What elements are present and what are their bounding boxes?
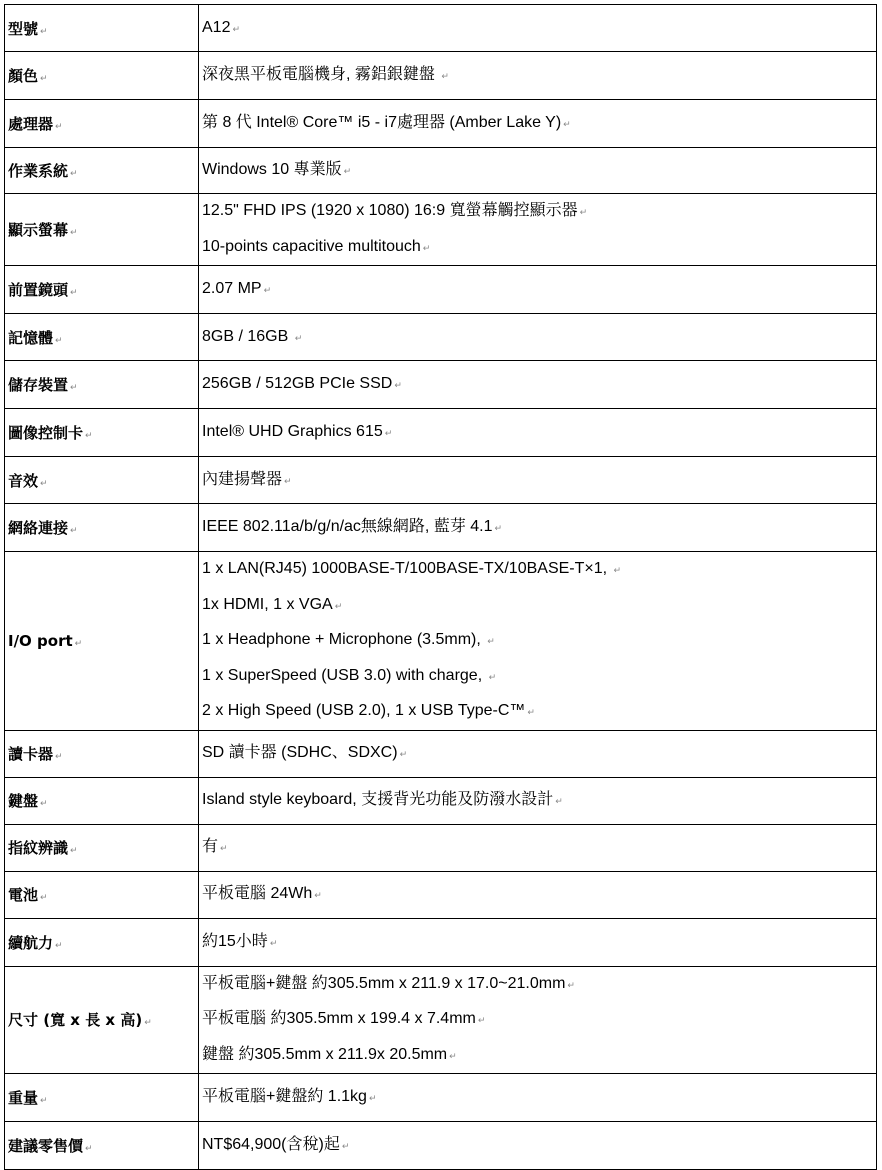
spec-value-cell	[199, 100, 877, 148]
paragraph-mark-icon: ↵	[144, 1018, 152, 1029]
spec-row	[5, 194, 877, 266]
spec-label-cell	[5, 730, 199, 777]
spec-value-line	[202, 694, 876, 730]
spec-value-cell	[199, 266, 877, 314]
spec-value-text: A12	[202, 18, 231, 36]
spec-label-cell	[5, 52, 199, 100]
paragraph-mark-icon: ↵	[494, 523, 503, 533]
spec-value-line	[202, 778, 876, 823]
spec-value-cell	[199, 52, 877, 100]
spec-value-line	[202, 230, 876, 266]
spec-label: 型號	[8, 19, 39, 38]
spec-value-text: 鍵盤 約305.5mm x 211.9x 20.5mm	[202, 1045, 448, 1063]
spec-label-cell	[5, 871, 199, 918]
spec-row	[5, 730, 877, 777]
spec-value-text: 約15小時	[202, 932, 268, 950]
spec-row	[5, 1122, 877, 1170]
spec-value-text: 8GB / 16GB	[202, 327, 293, 345]
spec-value-text: IEEE 802.11a/b/g/n/ac無線網路, 藍芽 4.1	[202, 518, 493, 535]
spec-label-cell	[5, 824, 199, 871]
spec-row	[5, 777, 877, 824]
spec-row	[5, 148, 877, 194]
paragraph-mark-icon: ↵	[368, 1093, 377, 1103]
spec-label: 指紋辨識	[8, 839, 69, 857]
spec-value-line	[202, 1038, 876, 1074]
spec-value-cell	[199, 457, 877, 504]
spec-value-line	[202, 825, 876, 870]
paragraph-mark-icon: ↵	[399, 749, 408, 759]
spec-label: I/O port	[8, 631, 73, 650]
spec-value-cell	[199, 777, 877, 824]
paragraph-mark-icon: ↵	[341, 1141, 350, 1151]
spec-table	[4, 4, 877, 1170]
paragraph-mark-icon: ↵	[55, 940, 63, 951]
spec-value-cell	[199, 148, 877, 194]
paragraph-mark-icon: ↵	[263, 285, 272, 295]
paragraph-mark-icon: ↵	[613, 565, 622, 575]
spec-value-cell	[199, 1074, 877, 1122]
spec-value-line	[202, 1075, 876, 1120]
spec-label: 建議零售價	[8, 1137, 84, 1155]
spec-row	[5, 314, 877, 361]
spec-value-line	[202, 967, 876, 1003]
spec-value-cell	[199, 730, 877, 777]
spec-label-cell	[5, 1122, 199, 1170]
spec-value-text: Island style keyboard, 支援背光功能及防潑水設計	[202, 791, 554, 808]
spec-label-cell	[5, 777, 199, 824]
spec-value-cell	[199, 552, 877, 731]
spec-value-line	[202, 149, 876, 192]
spec-label-cell	[5, 314, 199, 361]
spec-row	[5, 504, 877, 552]
spec-label-cell	[5, 361, 199, 409]
paragraph-mark-icon: ↵	[70, 846, 78, 856]
spec-value-cell	[199, 194, 877, 266]
spec-label: 儲存裝置	[8, 376, 69, 394]
paragraph-mark-icon: ↵	[40, 1096, 48, 1106]
paragraph-mark-icon: ↵	[85, 431, 93, 441]
spec-label-cell	[5, 1074, 199, 1122]
spec-value-line	[202, 315, 876, 360]
spec-value-cell	[199, 504, 877, 552]
spec-value-line	[202, 194, 876, 230]
paragraph-mark-icon: ↵	[70, 526, 78, 536]
spec-label: 電池	[8, 886, 39, 904]
spec-value-text: 平板電腦 24Wh	[202, 885, 313, 902]
paragraph-mark-icon: ↵	[314, 890, 322, 900]
spec-label-cell	[5, 194, 199, 266]
spec-value-cell	[199, 409, 877, 457]
paragraph-mark-icon: ↵	[449, 1050, 457, 1061]
spec-row	[5, 457, 877, 504]
spec-value-line	[202, 920, 876, 965]
spec-row	[5, 5, 877, 52]
spec-label-cell	[5, 504, 199, 552]
spec-value-text: NT$64,900(含稅)起	[202, 1136, 340, 1153]
paragraph-mark-icon: ↵	[40, 799, 48, 809]
paragraph-mark-icon: ↵	[334, 600, 343, 611]
spec-label: 鍵盤	[8, 792, 39, 810]
spec-value-cell	[199, 5, 877, 52]
spec-value-text: 256GB / 512GB PCIe SSD	[202, 375, 393, 392]
spec-value-text: 第 8 代 Intel® Core™ i5 - i7處理器 (Amber Lake Y)	[202, 114, 562, 131]
spec-label: 尺寸 (寬 x 長 x 高)	[8, 1011, 143, 1030]
spec-value-line	[202, 410, 876, 455]
paragraph-mark-icon: ↵	[555, 796, 563, 806]
paragraph-mark-icon: ↵	[55, 122, 63, 132]
spec-row	[5, 966, 877, 1074]
paragraph-mark-icon: ↵	[220, 843, 228, 853]
spec-value-line	[202, 6, 876, 51]
spec-label-cell	[5, 409, 199, 457]
paragraph-mark-icon: ↵	[70, 383, 78, 393]
paragraph-mark-icon: ↵	[40, 26, 48, 37]
spec-row	[5, 871, 877, 918]
spec-value-cell	[199, 871, 877, 918]
spec-label-cell	[5, 918, 199, 966]
spec-value-line	[202, 458, 876, 503]
paragraph-mark-icon: ↵	[527, 707, 535, 717]
paragraph-mark-icon: ↵	[284, 475, 292, 486]
spec-label-cell	[5, 457, 199, 504]
spec-label-cell	[5, 100, 199, 148]
spec-label: 顏色	[8, 67, 39, 85]
spec-value-text: Intel® UHD Graphics 615	[202, 423, 383, 440]
spec-label: 重量	[8, 1089, 39, 1107]
spec-value-cell	[199, 918, 877, 966]
spec-label: 作業系統	[8, 162, 69, 180]
spec-value-line	[202, 101, 876, 146]
paragraph-mark-icon: ↵	[441, 71, 449, 81]
paragraph-mark-icon: ↵	[269, 937, 278, 948]
spec-label-cell	[5, 148, 199, 194]
spec-value-text: 有	[202, 838, 219, 855]
spec-value-text: 2.07 MP	[202, 280, 262, 297]
spec-label-cell	[5, 266, 199, 314]
spec-row	[5, 100, 877, 148]
spec-value-line	[202, 552, 876, 588]
spec-row	[5, 361, 877, 409]
spec-value-text: 深夜黑平板電腦機身, 霧鋁銀鍵盤	[202, 66, 440, 83]
spec-row	[5, 824, 877, 871]
spec-value-cell	[199, 966, 877, 1074]
spec-value-line	[202, 659, 876, 695]
spec-value-text: 12.5" FHD IPS (1920 x 1080) 16:9 寬螢幕觸控顯示器	[202, 202, 578, 219]
spec-value-line	[202, 267, 876, 312]
paragraph-mark-icon: ↵	[343, 166, 352, 176]
spec-label-cell	[5, 552, 199, 731]
spec-value-line	[202, 623, 876, 659]
spec-label-cell	[5, 5, 199, 52]
paragraph-mark-icon: ↵	[488, 671, 497, 682]
paragraph-mark-icon: ↵	[40, 893, 48, 903]
paragraph-mark-icon: ↵	[567, 979, 575, 990]
spec-label: 顯示螢幕	[8, 221, 69, 239]
spec-value-text: 2 x High Speed (USB 2.0), 1 x USB Type-C™	[202, 702, 526, 719]
spec-value-text: 1 x Headphone + Microphone (3.5mm),	[202, 631, 486, 648]
paragraph-mark-icon: ↵	[40, 478, 48, 489]
spec-value-text: SD 讀卡器 (SDHC、SDXC)	[202, 744, 398, 761]
paragraph-mark-icon: ↵	[70, 288, 78, 298]
spec-row	[5, 409, 877, 457]
spec-row	[5, 1074, 877, 1122]
spec-label: 音效	[8, 471, 39, 490]
spec-value-line	[202, 731, 876, 776]
paragraph-mark-icon: ↵	[85, 1144, 93, 1154]
spec-label: 圖像控制卡	[8, 424, 84, 442]
spec-label-cell	[5, 966, 199, 1074]
spec-label: 續航力	[8, 933, 54, 952]
paragraph-mark-icon: ↵	[40, 74, 48, 84]
spec-value-cell	[199, 361, 877, 409]
spec-value-cell	[199, 314, 877, 361]
paragraph-mark-icon: ↵	[579, 207, 588, 217]
spec-row	[5, 552, 877, 731]
spec-value-text: Windows 10 專業版	[202, 161, 342, 178]
paragraph-mark-icon: ↵	[394, 380, 402, 390]
spec-label: 讀卡器	[8, 745, 54, 763]
spec-value-line	[202, 872, 876, 917]
paragraph-mark-icon: ↵	[232, 23, 241, 34]
spec-row	[5, 52, 877, 100]
spec-value-line	[202, 1123, 876, 1168]
spec-value-line	[202, 588, 876, 624]
spec-value-cell	[199, 1122, 877, 1170]
spec-table-body	[5, 5, 877, 1170]
spec-value-text: 1 x SuperSpeed (USB 3.0) with charge,	[202, 666, 487, 684]
spec-label: 記憶體	[8, 328, 54, 347]
spec-label: 處理器	[8, 115, 54, 133]
spec-value-line	[202, 53, 876, 98]
spec-row	[5, 266, 877, 314]
paragraph-mark-icon: ↵	[70, 169, 78, 179]
spec-value-text: 1x HDMI, 1 x VGA	[202, 595, 333, 613]
spec-label: 前置鏡頭	[8, 281, 69, 299]
paragraph-mark-icon: ↵	[422, 242, 431, 253]
paragraph-mark-icon: ↵	[477, 1015, 486, 1025]
paragraph-mark-icon: ↵	[55, 752, 63, 762]
paragraph-mark-icon: ↵	[487, 636, 495, 646]
spec-value-cell	[199, 824, 877, 871]
spec-row	[5, 918, 877, 966]
spec-value-text: 內建揚聲器	[202, 470, 283, 488]
paragraph-mark-icon: ↵	[74, 638, 83, 649]
spec-value-text: 平板電腦+鍵盤 約305.5mm x 211.9 x 17.0~21.0mm	[202, 974, 566, 992]
spec-value-line	[202, 505, 876, 550]
paragraph-mark-icon: ↵	[563, 119, 571, 129]
spec-value-text: 10-points capacitive multitouch	[202, 237, 421, 255]
spec-value-line	[202, 1002, 876, 1038]
paragraph-mark-icon: ↵	[70, 228, 78, 238]
spec-label: 網絡連接	[8, 519, 69, 537]
spec-value-line	[202, 362, 876, 407]
spec-value-text: 平板電腦+鍵盤約 1.1kg	[202, 1088, 367, 1105]
paragraph-mark-icon: ↵	[55, 335, 63, 346]
paragraph-mark-icon: ↵	[294, 332, 303, 343]
spec-value-text: 平板電腦 約305.5mm x 199.4 x 7.4mm	[202, 1010, 476, 1027]
spec-value-text: 1 x LAN(RJ45) 1000BASE-T/100BASE-TX/10BASE-T×1,	[202, 560, 612, 577]
paragraph-mark-icon: ↵	[384, 428, 393, 438]
